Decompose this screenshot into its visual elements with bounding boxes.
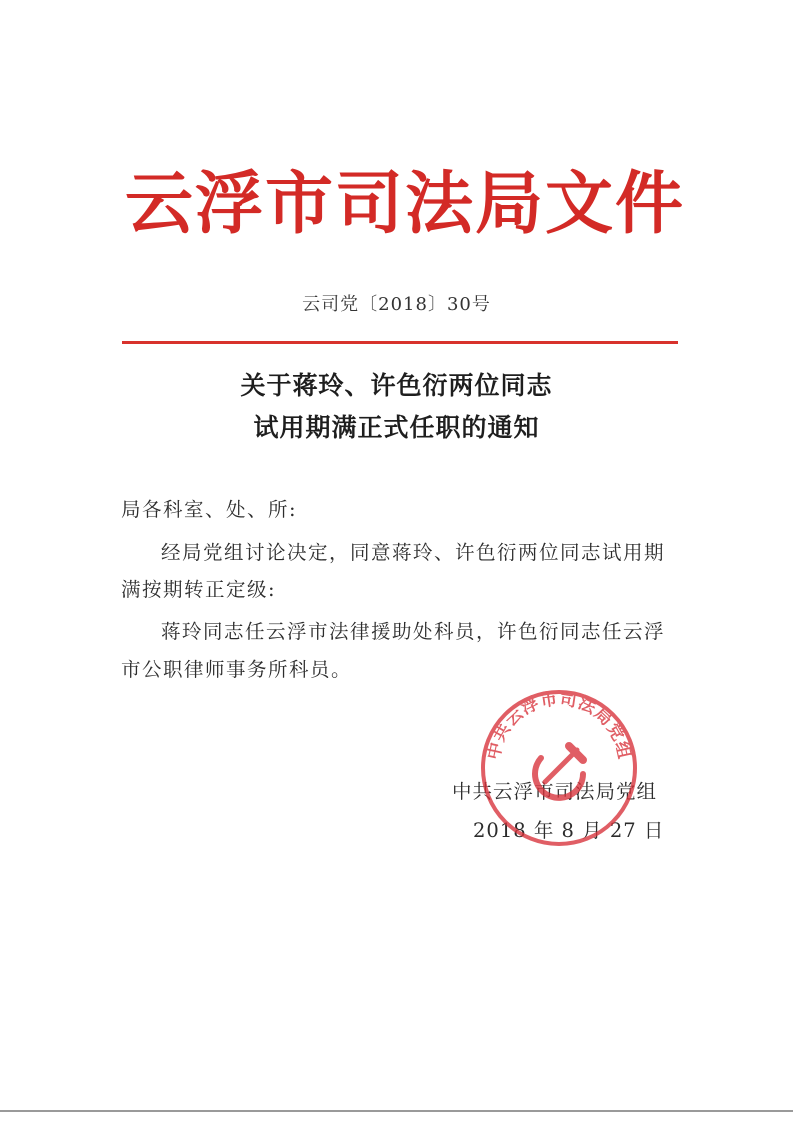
official-seal-stamp (479, 688, 639, 848)
paragraph-2-line-2: 市公职律师事务所科员。 (121, 658, 353, 681)
notice-title-line-2: 试用期满正式任职的通知 (253, 413, 540, 442)
paragraph-1-line-2: 满按期转正定级: (121, 578, 277, 601)
salutation: 局各科室、处、所: (121, 498, 298, 521)
paragraph-1-line-1: 经局党组讨论决定，同意蒋玲、许色衍两位同志试用期 (161, 541, 666, 564)
masthead-title: 云浮市司法局文件 (124, 165, 685, 244)
notice-title-line-1: 关于蒋玲、许色衍两位同志 (240, 371, 553, 400)
scan-bottom-edge (0, 1110, 793, 1112)
document-number: 云司党〔2018〕30号 (302, 294, 491, 315)
hammer-sickle-icon (535, 746, 583, 798)
red-divider-line (122, 341, 678, 344)
paragraph-2-line-1: 蒋玲同志任云浮市法律援助处科员，许色衍同志任云浮 (161, 620, 666, 643)
seal-text: 中共云浮市司法局党组 (483, 689, 635, 762)
svg-text:中共云浮市司法局党组 (483, 688, 635, 761)
signing-date: 2018 年 8 月 27 日 (473, 819, 665, 842)
signatory: 中共云浮市司法局党组 (452, 780, 658, 803)
